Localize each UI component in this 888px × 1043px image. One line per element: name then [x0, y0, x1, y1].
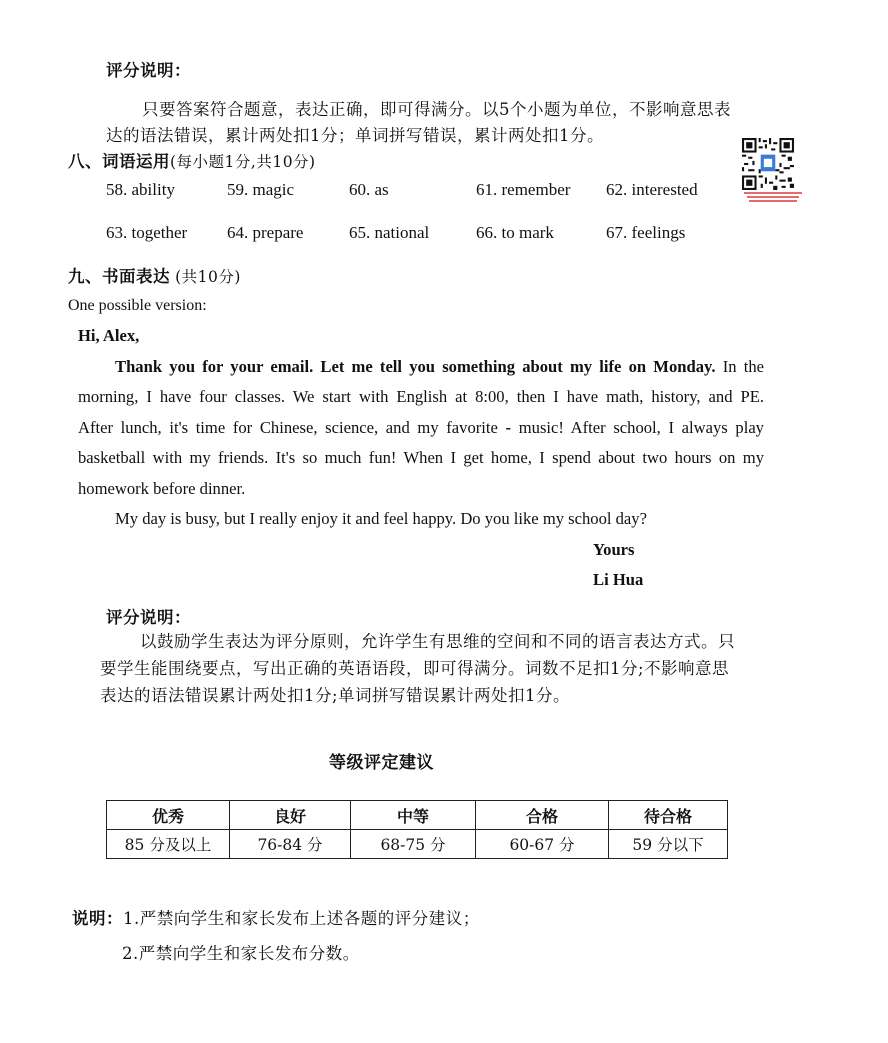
section9-heading	[68, 263, 241, 287]
scoring-text-9	[100, 628, 765, 709]
letter-signature: Li Hua	[593, 570, 644, 589]
answer-63: 63. together	[106, 223, 188, 242]
letter-dash: -	[505, 417, 512, 437]
notes-item1: 1.严禁向学生和家长发布上述各题的评分建议；	[123, 909, 480, 928]
grade-range-average: 68-75 分	[351, 830, 476, 859]
sample-letter	[78, 321, 764, 596]
section8-heading	[68, 148, 316, 172]
letter-line3	[78, 413, 764, 444]
letter-line1	[78, 352, 764, 383]
grade-range-excellent: 85 分及以上	[107, 830, 230, 859]
version-label: One possible version:	[68, 297, 207, 314]
notes-label: 说明：	[72, 909, 123, 928]
grade-range-fail: 59 分以下	[609, 830, 728, 859]
scoring-text-9-line3: 表达的语法错误累计两处扣1分;单词拼写错误累计两处扣1分。	[100, 686, 571, 705]
answer-67: 67. feelings	[606, 223, 686, 242]
scoring-text-7-line1: 只要答案符合题意，表达正确，即可得满分。以5个小题为单位，不影响意思表	[142, 100, 731, 119]
letter-line2: morning, I have four classes. We start with English at 8:00, then I have math, history, and PE.	[78, 387, 764, 406]
letter-greeting: Hi, Alex,	[78, 326, 140, 345]
grading-table	[106, 800, 728, 859]
section8-title: 八、词语运用	[68, 152, 170, 171]
section9-note: (共10分)	[175, 268, 241, 286]
answer-58: 58. ability	[106, 180, 175, 199]
grading-header-row	[107, 801, 728, 830]
answer-62: 62. interested	[606, 180, 698, 199]
grading-title: 等级评定建议	[329, 753, 434, 773]
letter-line5: homework before dinner.	[78, 478, 246, 498]
section9-title: 九、书面表达	[68, 267, 170, 286]
notes-line1	[72, 905, 480, 929]
notes-item2: 2.严禁向学生和家长发布分数。	[122, 944, 360, 963]
grade-header-pass: 合格	[476, 801, 609, 830]
scoring-label-9: 评分说明：	[106, 608, 191, 627]
grading-range-row	[107, 830, 728, 859]
grade-header-average: 中等	[351, 801, 476, 830]
scoring-text-7-line2: 达的语法错误，累计两处扣1分；单词拼写错误，累计两处扣1分。	[106, 126, 604, 145]
scoring-label-7: 评分说明：	[106, 61, 191, 80]
letter-intro-bold: Thank you for your email. Let me tell you something about my life on Monday.	[115, 356, 716, 376]
letter-line3-a: After lunch, it's time for Chinese, science, and my favorite	[78, 417, 506, 437]
grade-range-pass: 60-67 分	[476, 830, 609, 859]
qr-caption	[744, 192, 802, 204]
letter-line4: basketball with my friends. It's so much fun! When I get home, I spend about two hours on my	[78, 448, 764, 467]
grade-header-good: 良好	[230, 801, 351, 830]
scoring-text-9-line1: 以鼓励学生表达为评分原则，允许学生有思维的空间和不同的语言表达方式。只	[140, 632, 735, 651]
answer-64: 64. prepare	[227, 223, 304, 242]
letter-closing: Yours	[593, 539, 635, 559]
answer-59: 59. magic	[227, 180, 295, 199]
answer-60: 60. as	[349, 180, 389, 199]
qr-code-icon	[742, 138, 794, 190]
letter-line3-b: music! After school, I always play	[511, 417, 764, 437]
grade-range-good: 76-84 分	[230, 830, 351, 859]
scoring-text-9-line2: 要学生能围绕要点，写出正确的英语语段，即可得满分。词数不足扣1分;不影响意思	[100, 659, 730, 678]
answer-66: 66. to mark	[476, 223, 554, 242]
answer-65: 65. national	[349, 223, 430, 242]
section8-note: (每小题1分,共10分)	[170, 153, 316, 171]
grade-header-excellent: 优秀	[107, 801, 230, 830]
grade-header-fail: 待合格	[609, 801, 728, 830]
letter-line1-rest: In the	[715, 356, 764, 376]
answer-61: 61. remember	[476, 180, 571, 199]
letter-para2: My day is busy, but I really enjoy it and feel happy. Do you like my school day?	[115, 509, 647, 528]
